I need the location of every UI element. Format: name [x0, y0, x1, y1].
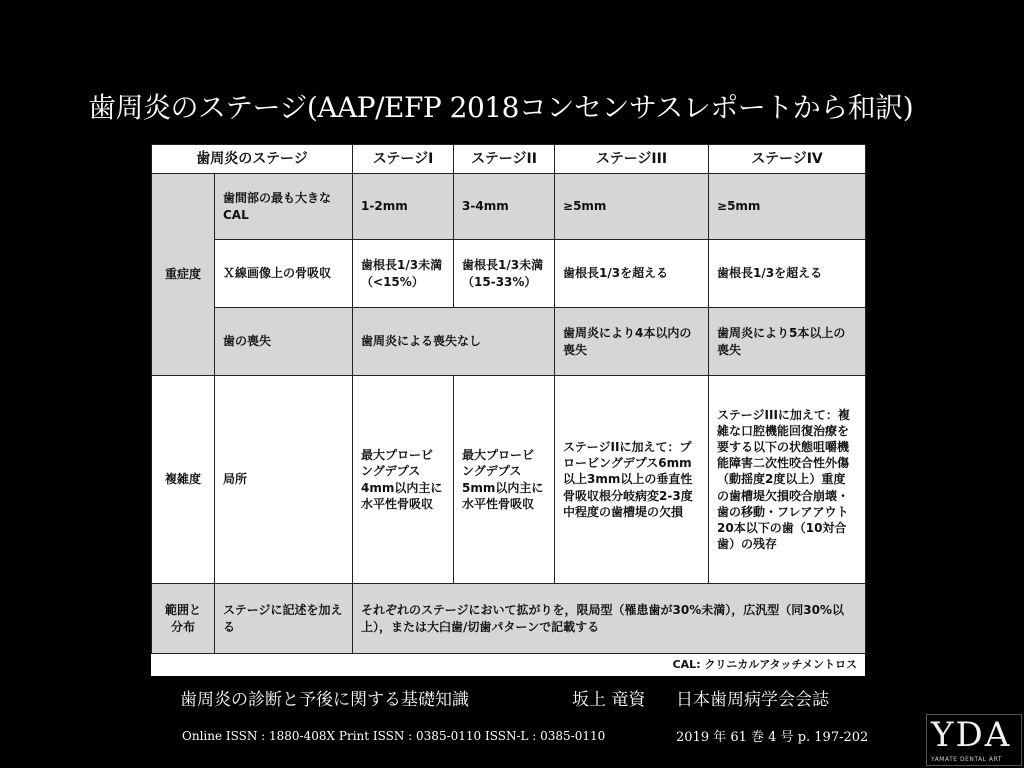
xray-label: Ｘ線画像上の骨吸収	[215, 240, 353, 308]
complexity-stage-3: ステージIIに加えて：プロービングデプス6mm以上3mm以上の垂直性骨吸収根分岐病変2-3度中程度の歯槽堤の欠損	[555, 376, 709, 584]
extent-sub-label: ステージに記述を加える	[215, 584, 353, 654]
xray-stage-2: 歯根長1/3未満（15-33%）	[454, 240, 555, 308]
table-header-row	[152, 145, 866, 174]
severity-label: 重症度	[152, 174, 215, 376]
article-author: 坂上 竜資	[572, 690, 646, 710]
extent-description: それぞれのステージにおいて拡がりを，限局型（罹患歯が30%未満），広汎型（同30%以上），または大臼歯/切歯パターンで記載する	[353, 584, 866, 654]
complexity-stage-4: ステージIIIに加えて：複雑な口腔機能回復治療を要する以下の状態咀嚼機能障害二次性咬合性外傷（動揺度2度以上）重度の歯槽堤欠損咬合崩壊・歯の移動・フレアアウト20本以下の歯（10対合歯）の残存	[709, 376, 866, 584]
slide-title: 歯周炎のステージ(AAP/EFP 2018コンセンサスレポートから和訳)	[88, 91, 914, 124]
xray-stage-3: 歯根長1/3を超える	[555, 240, 709, 308]
tooth-loss-stage-3: 歯周炎により4本以内の喪失	[555, 308, 709, 376]
header-stage-1: ステージI	[353, 145, 454, 174]
header-stage-4: ステージIV	[709, 145, 866, 174]
complexity-stage-1: 最大プロービングデプス4mm以内主に水平性骨吸収	[353, 376, 454, 584]
journal-name: 日本歯周病学会会誌	[676, 690, 829, 710]
cal-label: 歯間部の最も大きなCAL	[215, 174, 353, 240]
logo-letters: YDA	[931, 715, 1012, 755]
stage-table-container	[151, 144, 865, 676]
cal-stage-1: 1-2mm	[353, 174, 454, 240]
row-cal	[152, 174, 866, 240]
row-extent	[152, 584, 866, 654]
row-complexity	[152, 376, 866, 584]
cal-stage-2: 3-4mm	[454, 174, 555, 240]
header-stage-2: ステージII	[454, 145, 555, 174]
row-xray	[152, 240, 866, 308]
cal-stage-3: ≥5mm	[555, 174, 709, 240]
complexity-stage-2: 最大プロービングデプス5mm以内主に水平性骨吸収	[454, 376, 555, 584]
issn-line: Online ISSN : 1880-408X Print ISSN : 0385-0110 ISSN-L : 0385-0110	[182, 729, 606, 743]
logo-subtitle: YAMATE DENTAL ART	[931, 756, 1002, 763]
xray-stage-1: 歯根長1/3未満（<15%）	[353, 240, 454, 308]
row-tooth-loss	[152, 308, 866, 376]
article-title: 歯周炎の診断と予後に関する基礎知識	[180, 690, 469, 710]
stage-table	[151, 144, 866, 654]
volume-line: 2019 年 61 巻 4 号 p. 197-202	[676, 730, 869, 745]
header-stage-3: ステージIII	[555, 145, 709, 174]
complexity-sub-label: 局所	[215, 376, 353, 584]
extent-label: 範囲と分布	[152, 584, 215, 654]
cal-stage-4: ≥5mm	[709, 174, 866, 240]
tooth-loss-stage-1-2: 歯周炎による喪失なし	[353, 308, 555, 376]
xray-stage-4: 歯根長1/3を超える	[709, 240, 866, 308]
tooth-loss-label: 歯の喪失	[215, 308, 353, 376]
tooth-loss-stage-4: 歯周炎により5本以上の喪失	[709, 308, 866, 376]
yda-logo	[926, 714, 1022, 766]
header-stage: 歯周炎のステージ	[152, 145, 353, 174]
cal-footnote: CAL: クリニカルアタッチメントロス	[672, 658, 857, 671]
complexity-label: 複雑度	[152, 376, 215, 584]
